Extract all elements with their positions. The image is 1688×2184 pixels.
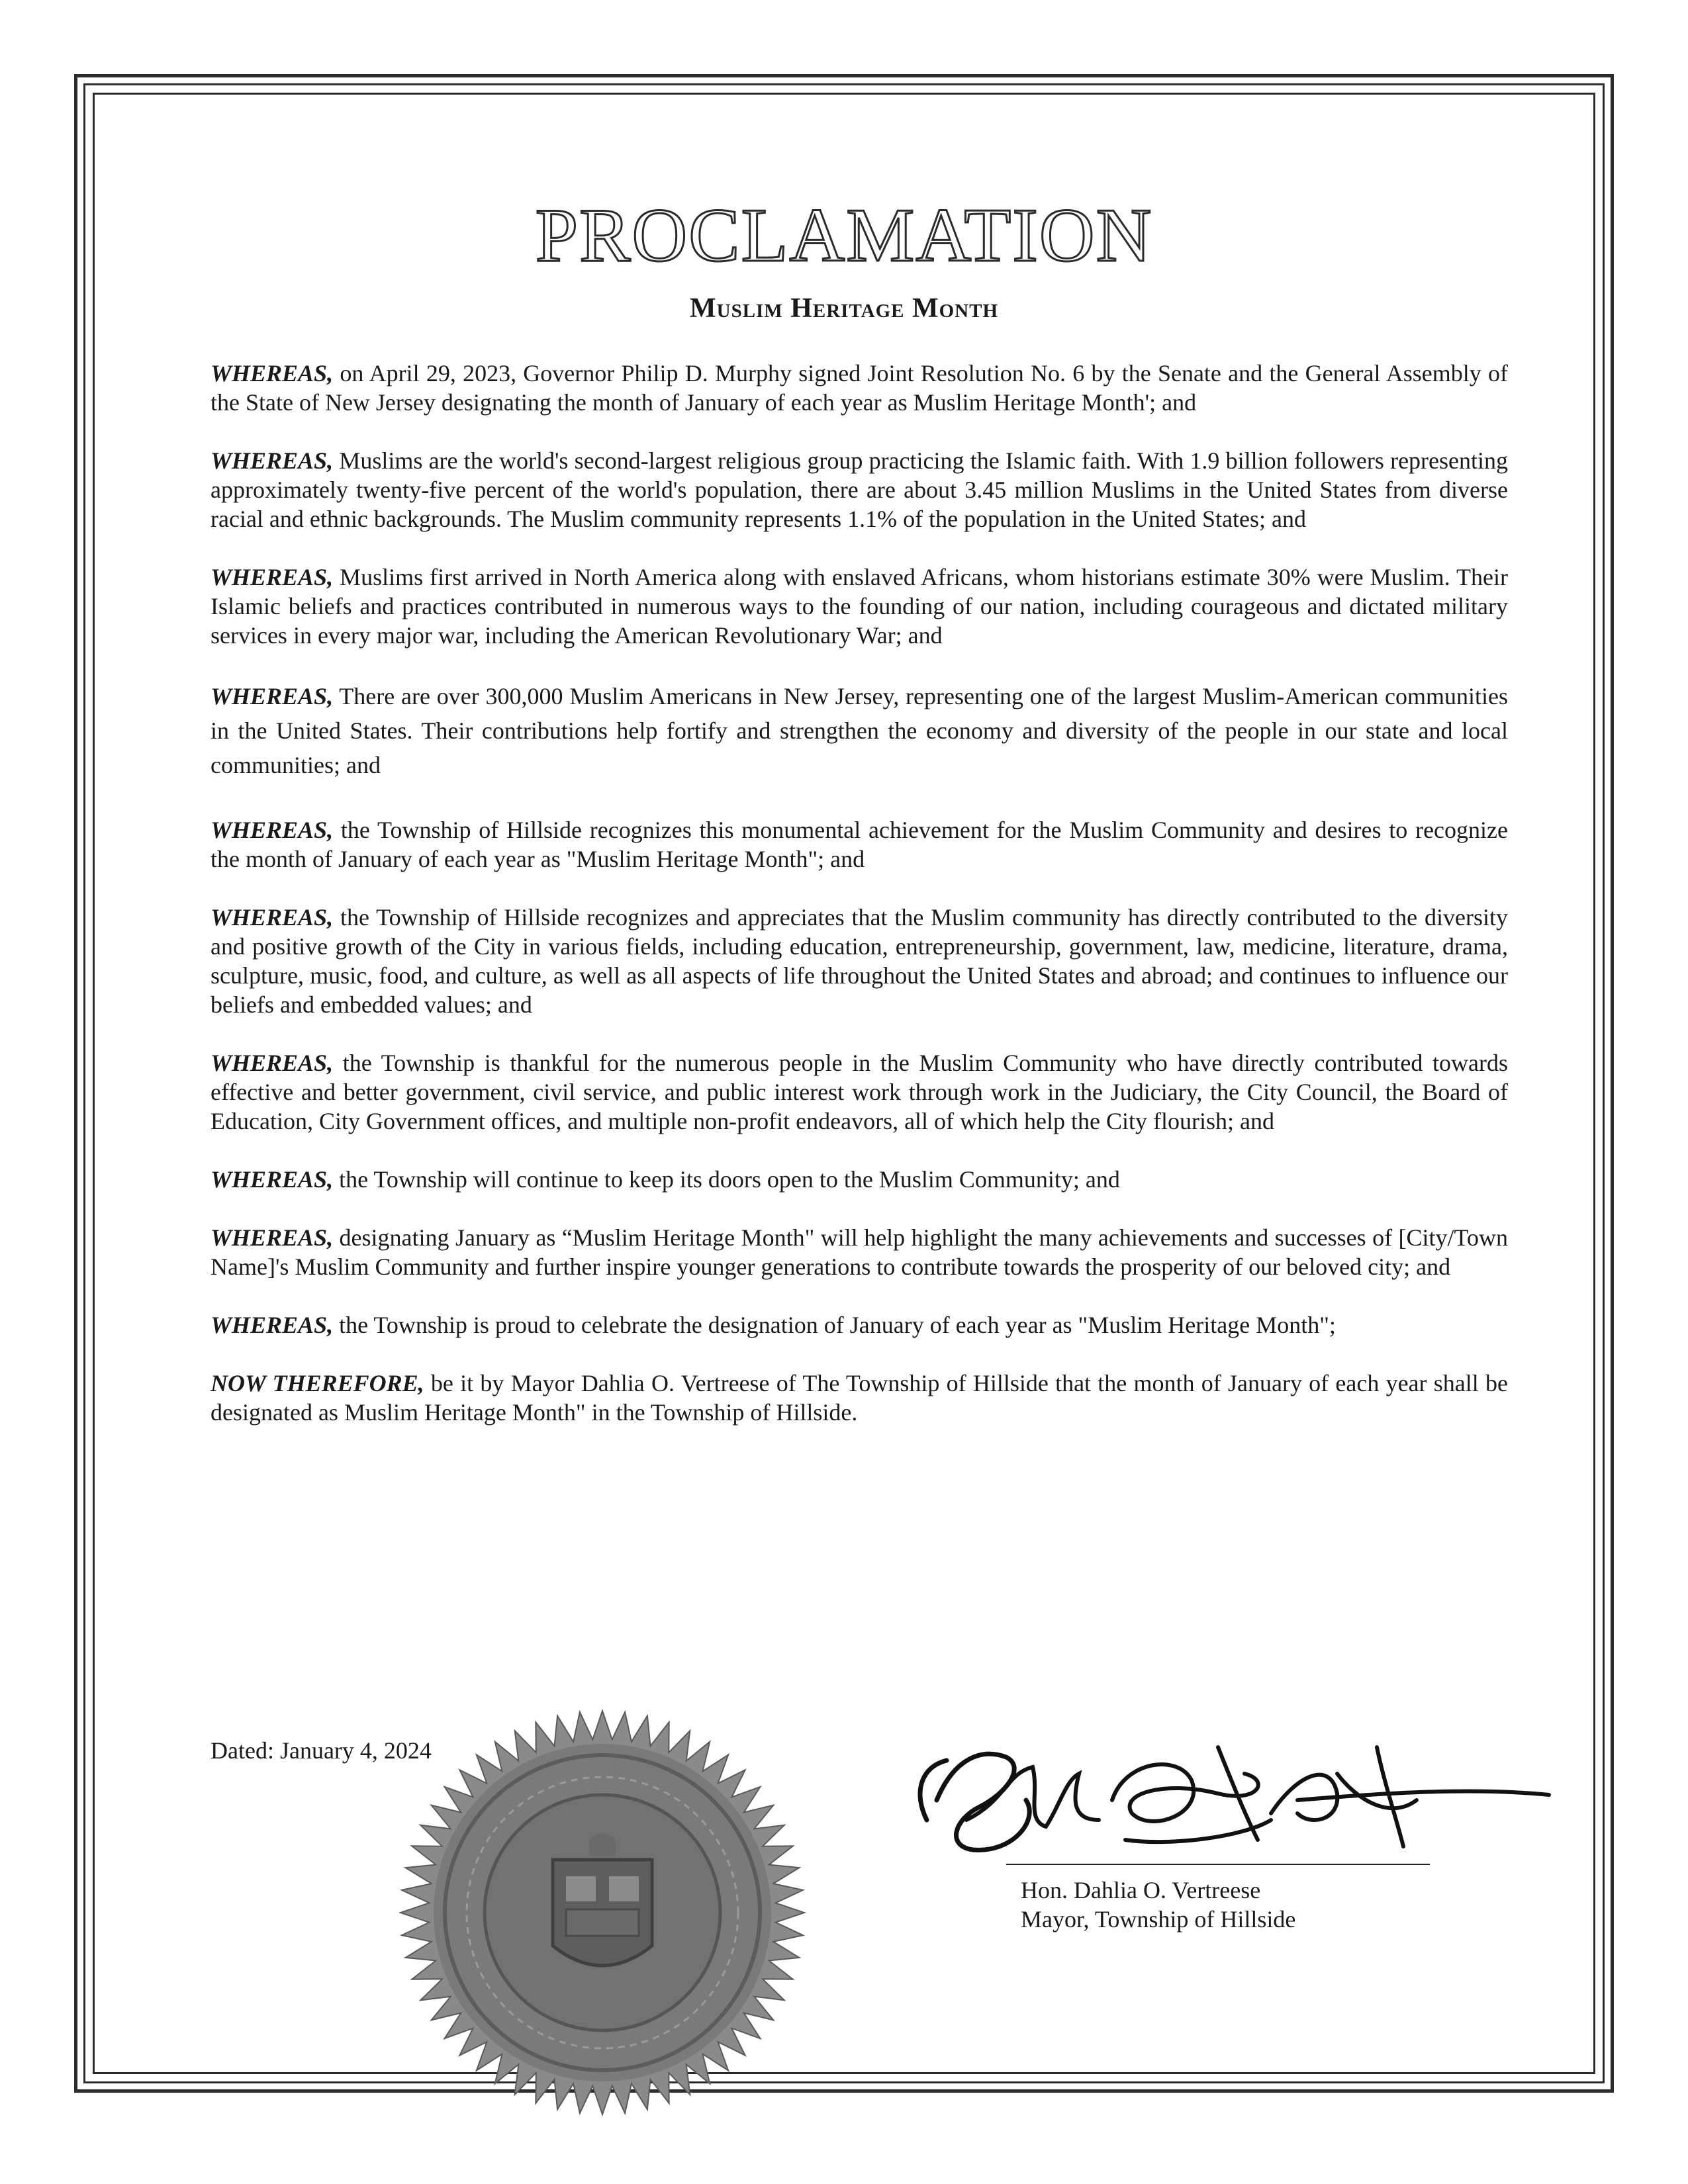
township-seal-icon: [397, 1707, 808, 2118]
paragraph-text: the Township will continue to keep its doors open to the Muslim Community; and: [333, 1166, 1120, 1193]
paragraph-text: the Township is thankful for the numerous people in the Muslim Community who have directly contributed towards effective and better government, civil service, and public interest work through work in the Judiciary, the City Council, the Board of Education, City Government offices, and multiple non-profit endeavors, all of which help the City flourish; and: [211, 1050, 1508, 1134]
whereas-paragraph: [211, 1165, 1508, 1194]
whereas-paragraph: [211, 903, 1508, 1019]
paragraph-lead: WHEREAS,: [211, 1050, 334, 1076]
proclamation-subtitle: Muslim Heritage Month: [689, 293, 999, 324]
paragraph-text: be it by Mayor Dahlia O. Vertreese of The Township of Hillside that the month of January of each year shall be designated as Muslim Heritage Month" in the Township of Hillside.: [211, 1370, 1508, 1426]
paragraph-lead: NOW THEREFORE,: [211, 1370, 424, 1396]
paragraph-lead: WHEREAS,: [211, 447, 334, 474]
paragraph-lead: WHEREAS,: [211, 817, 334, 843]
paragraph-text: the Township of Hillside recognizes this monumental achievement for the Muslim Community and desires to recognize the month of January of each year as "Muslim Heritage Month"; and: [211, 817, 1508, 872]
paragraph-lead: WHEREAS,: [211, 1312, 334, 1338]
paragraph-lead: WHEREAS,: [211, 683, 334, 709]
paragraph-lead: WHEREAS,: [211, 1166, 334, 1193]
signer-block: [1021, 1876, 1295, 1934]
whereas-paragraph: [211, 359, 1508, 417]
signature-line: [1006, 1864, 1430, 1865]
whereas-paragraph: [211, 1223, 1508, 1281]
whereas-paragraph: [211, 446, 1508, 533]
paragraph-text: There are over 300,000 Muslim Americans in New Jersey, representing one of the largest Muslim-American communities in the United States. Their contributions help fortify and strengthen the economy and diversity of the people in our state and local communities; and: [211, 683, 1508, 778]
whereas-paragraph: [211, 1048, 1508, 1136]
proclamation-title: PROCLAMATION: [535, 193, 1153, 278]
paragraph-lead: WHEREAS,: [211, 360, 334, 387]
whereas-paragraph: [211, 563, 1508, 650]
paragraph-lead: WHEREAS,: [211, 904, 334, 931]
mayor-signature: [874, 1721, 1569, 1873]
signer-name: Hon. Dahlia O. Vertreese: [1021, 1877, 1261, 1903]
paragraph-text: Muslims first arrived in North America along with enslaved Africans, whom historians estimate 30% were Muslim. Their Islamic beliefs and practices contributed in numerous ways to the founding of our nation, including courageous and dictated military services in every major war, including the American Revolutionary War; and: [211, 564, 1508, 649]
paragraph-text: the Township of Hillside recognizes and appreciates that the Muslim community has directly contributed to the diversity and positive growth of the City in various fields, including education, entrepreneurship, government, law, medicine, literature, drama, sculpture, music, food, and culture, as well as all aspects of life throughout the United States and abroad; and continues to influence our beliefs and embedded values; and: [211, 904, 1508, 1018]
whereas-paragraph: [211, 815, 1508, 874]
paragraph-text: designating January as “Muslim Heritage Month" will help highlight the many achievements and successes of [City/Town Name]'s Muslim Community and further inspire younger generations to contribute towards the prosperity of our beloved city; and: [211, 1224, 1508, 1280]
dated-line: Dated: January 4, 2024: [211, 1737, 432, 1764]
signer-title: Mayor, Township of Hillside: [1021, 1906, 1296, 1933]
paragraph-text: Muslims are the world's second-largest religious group practicing the Islamic faith. With 1.9 billion followers representing approximately twenty-five percent of the world's population, there are about 3.45 million Muslims in the United States from diverse racial and ethnic backgrounds. The Muslim community represents 1.1% of the population in the United States; and: [211, 447, 1508, 532]
paragraph-text: on April 29, 2023, Governor Philip D. Murphy signed Joint Resolution No. 6 by the Senate and the General Assembly of the State of New Jersey designating the month of January of each year as Muslim Heritage Month'; and: [211, 360, 1508, 416]
now-therefore-paragraph: [211, 1369, 1508, 1427]
whereas-paragraph: [211, 1310, 1508, 1340]
paragraph-lead: WHEREAS,: [211, 1224, 334, 1251]
whereas-paragraph: [211, 679, 1508, 782]
proclamation-body: [211, 359, 1508, 1456]
paragraph-lead: WHEREAS,: [211, 564, 334, 590]
paragraph-text: the Township is proud to celebrate the designation of January of each year as "Muslim Heritage Month";: [333, 1312, 1336, 1338]
